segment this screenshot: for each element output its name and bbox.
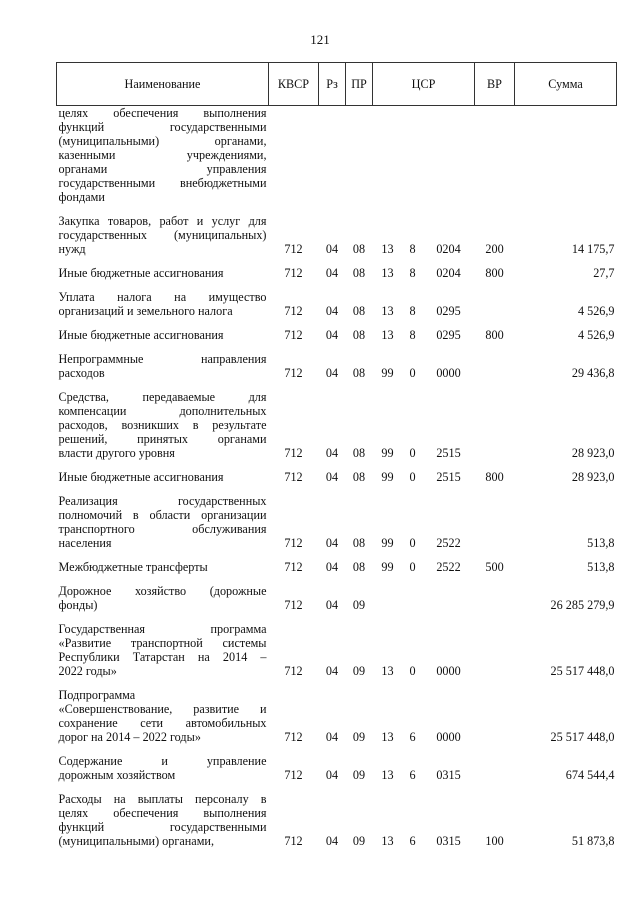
row-name-line: нужд bbox=[58, 242, 86, 256]
row-name-line: Дорожное хозяйство (дорожные bbox=[58, 584, 267, 598]
cell-kvsr: 712 bbox=[284, 304, 303, 318]
row-name-line: государственными внебюджетными bbox=[58, 176, 267, 190]
cell-csr-a: 13 bbox=[381, 768, 394, 782]
cell-pr: 08 bbox=[352, 470, 366, 484]
cell-sum: 27,7 bbox=[593, 266, 615, 280]
row-name bbox=[57, 612, 269, 678]
row-name bbox=[57, 280, 269, 318]
cell-csr-c: 2515 bbox=[436, 470, 461, 484]
cell-kvsr: 712 bbox=[284, 834, 303, 848]
cell-csr-c: 0295 bbox=[436, 328, 461, 342]
cell-csr-a bbox=[373, 106, 403, 205]
cell-kvsr: 712 bbox=[284, 328, 303, 342]
cell-csr-c: 2522 bbox=[436, 536, 461, 550]
row-name-line: «Развитие транспортной системы bbox=[58, 636, 267, 650]
row-name-line: Уплата налога на имущество bbox=[58, 290, 267, 304]
row-name-line: сохранение сети автомобильных bbox=[58, 716, 267, 730]
cell-sum: 29 436,8 bbox=[571, 366, 615, 380]
cell-csr-b: 8 bbox=[409, 266, 416, 280]
header-rz: Рз bbox=[319, 63, 346, 106]
cell-pr: 08 bbox=[352, 304, 366, 318]
cell-vr: 100 bbox=[485, 834, 504, 848]
cell-pr: 08 bbox=[352, 560, 366, 574]
cell-csr-b: 8 bbox=[409, 242, 416, 256]
cell-sum bbox=[515, 106, 617, 205]
row-name-line: транспортного обслуживания bbox=[58, 522, 267, 536]
header-kvsr: КВСР bbox=[269, 63, 319, 106]
row-name-line: целях обеспечения выполнения bbox=[58, 106, 267, 120]
table-row bbox=[57, 612, 617, 678]
cell-vr bbox=[475, 484, 515, 550]
table-row bbox=[57, 342, 617, 380]
cell-sum: 26 285 279,9 bbox=[550, 598, 615, 612]
header-name: Наименование bbox=[57, 63, 269, 106]
row-name-line: «Совершенствование, развитие и bbox=[58, 702, 267, 716]
row-name-line: организаций и земельного налога bbox=[58, 304, 233, 318]
cell-csr-a: 13 bbox=[381, 328, 394, 342]
row-name bbox=[57, 256, 269, 280]
page-number: 121 bbox=[310, 32, 330, 47]
cell-rz: 04 bbox=[325, 768, 339, 782]
cell-sum: 28 923,0 bbox=[571, 470, 615, 484]
cell-csr-c: 0295 bbox=[436, 304, 461, 318]
row-name-line: Государственная программа bbox=[58, 622, 267, 636]
row-name-line: расходов, возникших в результате bbox=[58, 418, 267, 432]
cell-sum: 513,8 bbox=[587, 536, 615, 550]
cell-rz: 04 bbox=[325, 328, 339, 342]
table-row bbox=[57, 460, 617, 484]
cell-csr-b: 0 bbox=[409, 536, 416, 550]
cell-csr-b bbox=[403, 106, 423, 205]
cell-csr-c: 0315 bbox=[436, 834, 461, 848]
cell-sum: 28 923,0 bbox=[571, 446, 615, 460]
cell-vr: 800 bbox=[485, 328, 504, 342]
row-name-line: функций государственными bbox=[58, 120, 267, 134]
cell-csr-a: 99 bbox=[381, 470, 394, 484]
row-name bbox=[57, 106, 269, 205]
table-row bbox=[57, 484, 617, 550]
cell-kvsr: 712 bbox=[284, 730, 303, 744]
row-name-line: казенными учреждениями, bbox=[58, 148, 267, 162]
table-header-row bbox=[57, 63, 617, 106]
table-row bbox=[57, 550, 617, 574]
row-name-line: власти другого уровня bbox=[58, 446, 175, 460]
cell-rz: 04 bbox=[325, 598, 339, 612]
cell-csr-c: 0000 bbox=[436, 730, 461, 744]
cell-vr bbox=[475, 380, 515, 460]
cell-csr-b: 6 bbox=[409, 730, 416, 744]
cell-csr-c: 0204 bbox=[436, 242, 461, 256]
row-name-line: расходов bbox=[58, 366, 105, 380]
row-name-line: Расходы на выплаты персоналу в bbox=[58, 792, 267, 806]
row-name bbox=[57, 550, 269, 574]
budget-table bbox=[56, 62, 617, 848]
row-name-line: (муниципальными) органами, bbox=[58, 834, 214, 848]
cell-sum: 674 544,4 bbox=[565, 768, 615, 782]
cell-csr-a: 99 bbox=[381, 536, 394, 550]
cell-kvsr: 712 bbox=[284, 242, 303, 256]
header-vr: ВР bbox=[475, 63, 515, 106]
cell-csr-b: 8 bbox=[409, 328, 416, 342]
header-csr: ЦСР bbox=[373, 63, 475, 106]
cell-rz: 04 bbox=[325, 446, 339, 460]
cell-sum: 513,8 bbox=[587, 560, 615, 574]
row-name-line: компенсации дополнительных bbox=[58, 404, 267, 418]
row-name-line: 2022 годы» bbox=[58, 664, 117, 678]
table-row bbox=[57, 678, 617, 744]
cell-rz: 04 bbox=[325, 834, 339, 848]
table-row bbox=[57, 204, 617, 256]
cell-vr bbox=[475, 280, 515, 318]
row-name-line: (муниципальными) органами, bbox=[58, 134, 267, 148]
row-name bbox=[57, 574, 269, 612]
cell-csr-c: 0000 bbox=[436, 664, 461, 678]
cell-csr-c: 2522 bbox=[436, 560, 461, 574]
row-name bbox=[57, 484, 269, 550]
cell-rz: 04 bbox=[325, 730, 339, 744]
row-name-line: Межбюджетные трансферты bbox=[58, 560, 208, 574]
table-row bbox=[57, 318, 617, 342]
cell-pr bbox=[346, 106, 373, 205]
cell-csr-c: 0204 bbox=[436, 266, 461, 280]
cell-pr: 09 bbox=[352, 834, 366, 848]
cell-csr-a: 99 bbox=[381, 446, 394, 460]
header-pr: ПР bbox=[346, 63, 373, 106]
cell-csr-c: 0000 bbox=[436, 366, 461, 380]
cell-csr-b: 8 bbox=[409, 304, 416, 318]
cell-csr-c: 2515 bbox=[436, 446, 461, 460]
row-name-line: полномочий в области организации bbox=[58, 508, 267, 522]
row-name-line: Реализация государственных bbox=[58, 494, 267, 508]
cell-csr-a: 99 bbox=[381, 560, 394, 574]
row-name bbox=[57, 380, 269, 460]
row-name-line: Иные бюджетные ассигнования bbox=[58, 470, 224, 484]
cell-rz: 04 bbox=[325, 536, 339, 550]
cell-kvsr: 712 bbox=[284, 598, 303, 612]
row-name-line: Республики Татарстан на 2014 – bbox=[58, 650, 267, 664]
cell-vr bbox=[475, 342, 515, 380]
table-row bbox=[57, 280, 617, 318]
table-row bbox=[57, 106, 617, 205]
cell-vr bbox=[475, 574, 515, 612]
cell-csr-c bbox=[423, 106, 475, 205]
row-name bbox=[57, 460, 269, 484]
cell-csr-b: 0 bbox=[409, 446, 416, 460]
row-name-line: Средства, передаваемые для bbox=[58, 390, 267, 404]
cell-rz: 04 bbox=[325, 242, 339, 256]
cell-csr-a: 13 bbox=[381, 266, 394, 280]
row-name bbox=[57, 782, 269, 848]
cell-pr: 08 bbox=[352, 266, 366, 280]
row-name bbox=[57, 678, 269, 744]
cell-pr: 09 bbox=[352, 664, 366, 678]
cell-csr-b: 0 bbox=[409, 470, 416, 484]
row-name-line: Закупка товаров, работ и услуг для bbox=[58, 214, 267, 228]
row-name-line: Содержание и управление bbox=[58, 754, 267, 768]
cell-csr-b: 6 bbox=[409, 768, 416, 782]
cell-rz: 04 bbox=[325, 304, 339, 318]
cell-pr: 08 bbox=[352, 446, 366, 460]
cell-csr-b: 0 bbox=[409, 664, 416, 678]
row-name-line: целях обеспечения выполнения bbox=[58, 806, 267, 820]
cell-rz: 04 bbox=[325, 366, 339, 380]
cell-rz: 04 bbox=[325, 266, 339, 280]
cell-sum: 25 517 448,0 bbox=[550, 664, 615, 678]
cell-kvsr: 712 bbox=[284, 470, 303, 484]
row-name-line: органами управления bbox=[58, 162, 267, 176]
cell-sum: 51 873,8 bbox=[571, 834, 615, 848]
cell-pr: 08 bbox=[352, 242, 366, 256]
cell-csr-b: 6 bbox=[409, 834, 416, 848]
cell-kvsr: 712 bbox=[284, 560, 303, 574]
row-name-line: фонды) bbox=[58, 598, 98, 612]
cell-rz: 04 bbox=[325, 470, 339, 484]
cell-csr-b: 0 bbox=[409, 560, 416, 574]
row-name-line: Иные бюджетные ассигнования bbox=[58, 266, 224, 280]
row-name-line: решений, принятых органами bbox=[58, 432, 267, 446]
cell-csr-a: 13 bbox=[381, 834, 394, 848]
cell-kvsr: 712 bbox=[284, 446, 303, 460]
cell-vr bbox=[475, 678, 515, 744]
row-name-line: населения bbox=[58, 536, 112, 550]
header-sum: Сумма bbox=[515, 63, 617, 106]
cell-pr: 08 bbox=[352, 328, 366, 342]
cell-csr-a: 99 bbox=[381, 366, 394, 380]
cell-rz: 04 bbox=[325, 560, 339, 574]
cell-csr-c: 0315 bbox=[436, 768, 461, 782]
cell-pr: 09 bbox=[352, 598, 366, 612]
cell-sum: 14 175,7 bbox=[571, 242, 615, 256]
cell-kvsr: 712 bbox=[284, 536, 303, 550]
cell-csr-c bbox=[423, 574, 475, 612]
cell-pr: 09 bbox=[352, 730, 366, 744]
row-name bbox=[57, 318, 269, 342]
cell-vr bbox=[475, 106, 515, 205]
cell-sum: 25 517 448,0 bbox=[550, 730, 615, 744]
cell-vr: 500 bbox=[485, 560, 504, 574]
table-row bbox=[57, 256, 617, 280]
cell-csr-a: 13 bbox=[381, 242, 394, 256]
cell-kvsr: 712 bbox=[284, 768, 303, 782]
cell-rz bbox=[319, 106, 346, 205]
cell-csr-a bbox=[373, 574, 403, 612]
cell-kvsr bbox=[269, 106, 319, 205]
cell-pr: 08 bbox=[352, 536, 366, 550]
cell-pr: 08 bbox=[352, 366, 366, 380]
cell-csr-a: 13 bbox=[381, 304, 394, 318]
table-row bbox=[57, 744, 617, 782]
row-name-line: дорожным хозяйством bbox=[58, 768, 176, 782]
row-name-line: фондами bbox=[58, 190, 105, 204]
cell-kvsr: 712 bbox=[284, 266, 303, 280]
cell-csr-b bbox=[403, 574, 423, 612]
row-name-line: функций государственными bbox=[58, 820, 267, 834]
cell-kvsr: 712 bbox=[284, 664, 303, 678]
table-row bbox=[57, 782, 617, 848]
row-name-line: Подпрограмма bbox=[58, 688, 136, 702]
cell-kvsr: 712 bbox=[284, 366, 303, 380]
table-row bbox=[57, 574, 617, 612]
cell-csr-a: 13 bbox=[381, 664, 394, 678]
row-name-line: дорог на 2014 – 2022 годы» bbox=[58, 730, 201, 744]
cell-csr-a: 13 bbox=[381, 730, 394, 744]
table-row bbox=[57, 380, 617, 460]
cell-vr: 800 bbox=[485, 470, 504, 484]
cell-csr-b: 0 bbox=[409, 366, 416, 380]
row-name-line: государственных (муниципальных) bbox=[58, 228, 267, 242]
cell-pr: 09 bbox=[352, 768, 366, 782]
row-name-line: Иные бюджетные ассигнования bbox=[58, 328, 224, 342]
cell-rz: 04 bbox=[325, 664, 339, 678]
cell-vr bbox=[475, 612, 515, 678]
cell-vr: 200 bbox=[485, 242, 504, 256]
cell-sum: 4 526,9 bbox=[577, 304, 615, 318]
cell-vr bbox=[475, 744, 515, 782]
row-name-line: Непрограммные направления bbox=[58, 352, 267, 366]
cell-vr: 800 bbox=[485, 266, 504, 280]
row-name bbox=[57, 342, 269, 380]
row-name bbox=[57, 204, 269, 256]
cell-sum: 4 526,9 bbox=[577, 328, 615, 342]
row-name bbox=[57, 744, 269, 782]
